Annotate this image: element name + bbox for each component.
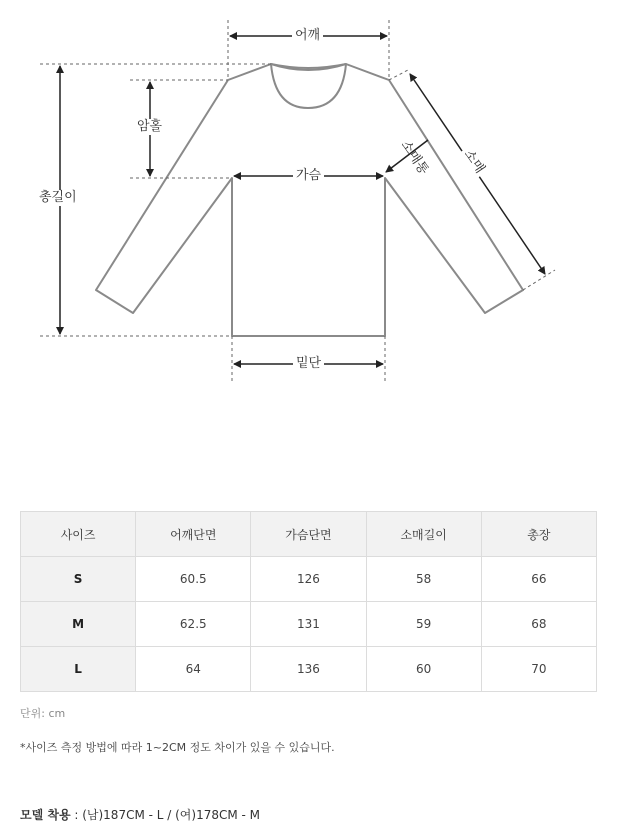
label-chest: 가슴 xyxy=(293,168,324,184)
col-header: 가슴단면 xyxy=(251,512,366,557)
disclaimer-note: *사이즈 측정 방법에 따라 1~2CM 정도 차이가 있을 수 있습니다. xyxy=(20,741,335,754)
sweatshirt-illustration xyxy=(0,0,618,400)
size-cell: M xyxy=(21,602,136,647)
model-label: 모델 착용 xyxy=(20,808,71,822)
size-cell: L xyxy=(21,647,136,692)
table-cell: 126 xyxy=(251,557,366,602)
unit-note: 단위: cm xyxy=(20,707,66,720)
guide-lines xyxy=(40,20,555,382)
table-cell: 68 xyxy=(481,602,596,647)
table-cell: 70 xyxy=(481,647,596,692)
size-diagram xyxy=(0,0,618,400)
table-cell: 136 xyxy=(251,647,366,692)
table-cell: 60 xyxy=(366,647,481,692)
label-shoulder: 어깨 xyxy=(292,28,323,44)
table-cell: 131 xyxy=(251,602,366,647)
label-sleeve: 소매 xyxy=(458,145,489,180)
label-hem: 밑단 xyxy=(293,356,324,372)
garment-outline xyxy=(96,64,523,336)
table-cell: 58 xyxy=(366,557,481,602)
table-cell: 59 xyxy=(366,602,481,647)
table-row xyxy=(21,557,597,602)
col-header: 소매길이 xyxy=(366,512,481,557)
model-info xyxy=(20,806,260,823)
table-row xyxy=(21,602,597,647)
table-cell: 62.5 xyxy=(136,602,251,647)
col-header: 총장 xyxy=(481,512,596,557)
table-cell: 64 xyxy=(136,647,251,692)
col-header: 어깨단면 xyxy=(136,512,251,557)
label-sleeve-width: 소매통 xyxy=(397,137,432,178)
table-cell: 66 xyxy=(481,557,596,602)
label-armhole: 암홀 xyxy=(134,119,165,135)
table-row xyxy=(21,647,597,692)
label-total-length: 총길이 xyxy=(36,190,80,206)
table-cell: 60.5 xyxy=(136,557,251,602)
col-header: 사이즈 xyxy=(21,512,136,557)
size-cell: S xyxy=(21,557,136,602)
table-header-row xyxy=(21,512,597,557)
model-value: : (남)187CM - L / (여)178CM - M xyxy=(70,808,261,822)
size-table xyxy=(20,511,597,692)
